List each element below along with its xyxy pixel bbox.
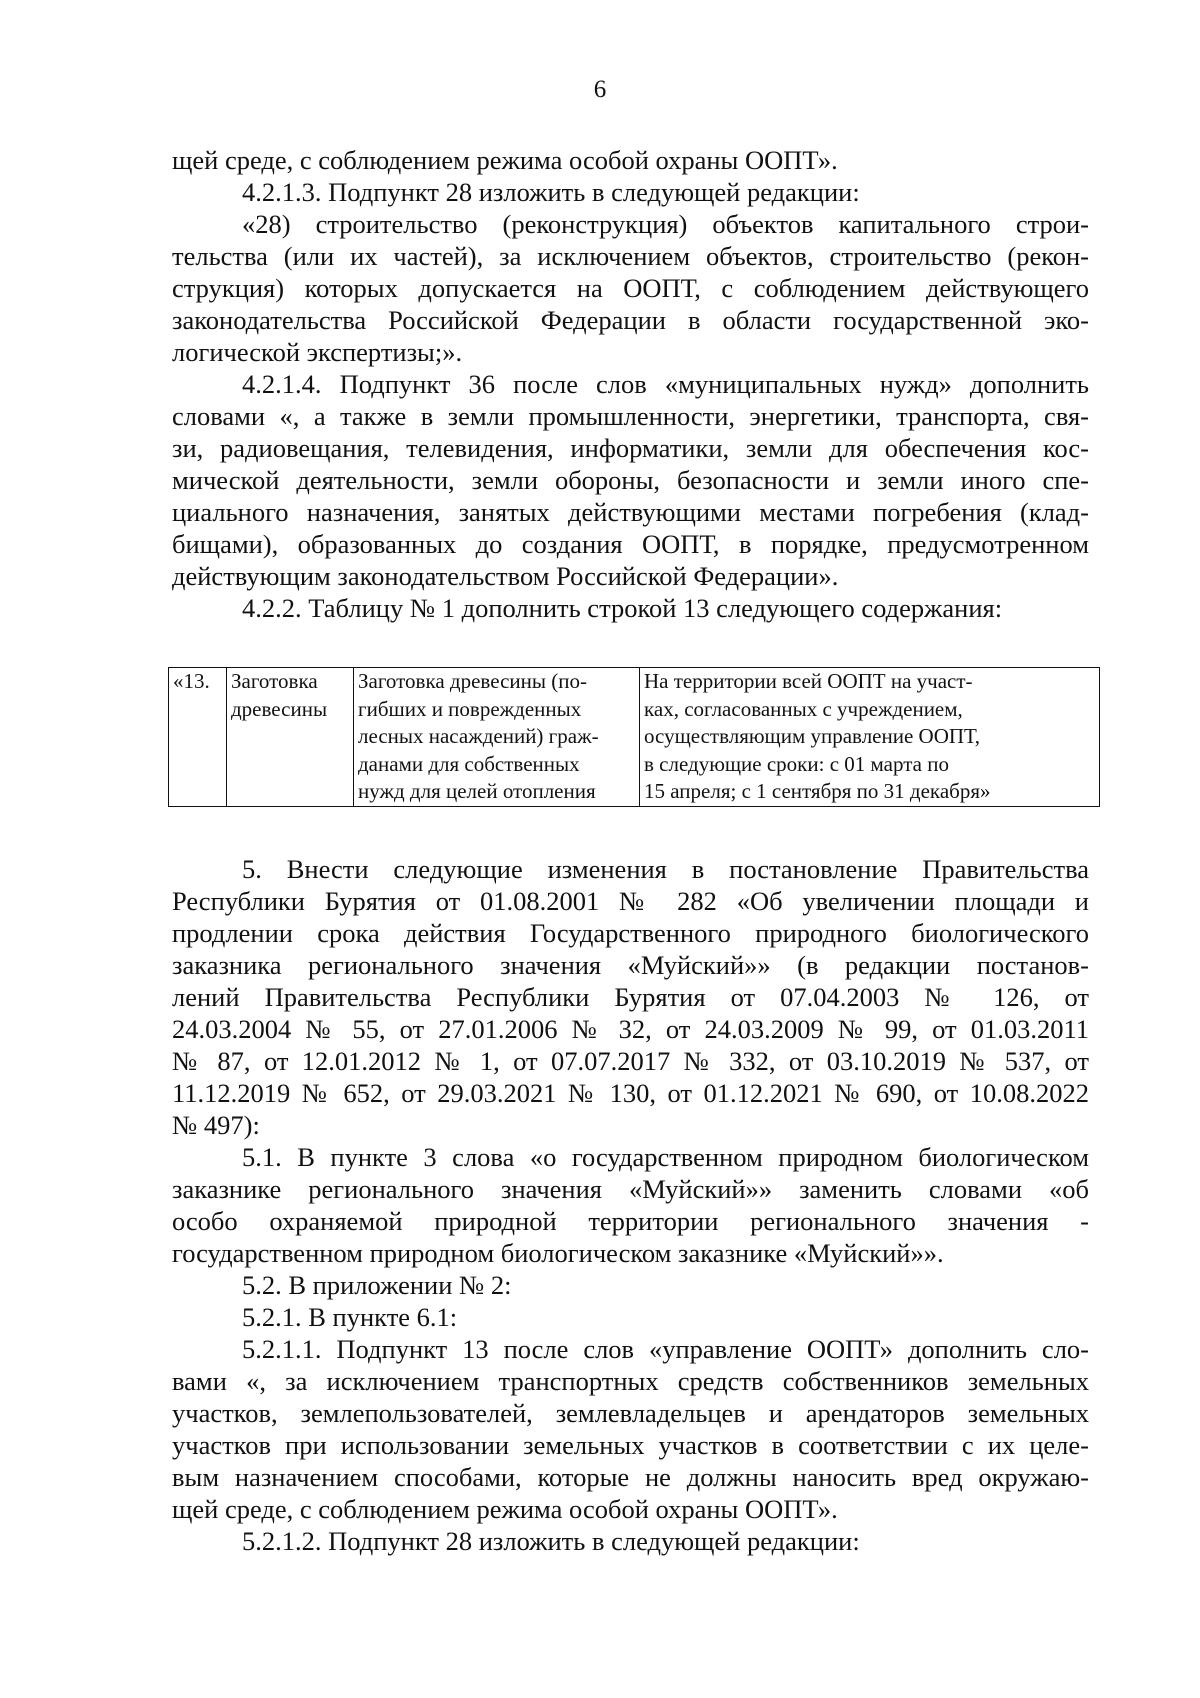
text-line: тельства (или их частей), за исключением объектов, строительство (рекон- bbox=[172, 241, 1089, 271]
text-line: действующим законодательством Российской Федерации». bbox=[172, 561, 839, 591]
text-line: 24.03.2004 № 55, от 27.01.2006 № 32, от 24.03.2009 № 99, от 01.03.2011 bbox=[172, 1014, 1089, 1044]
text-line: мической деятельности, земли обороны, безопасности и земли иного спе- bbox=[172, 465, 1089, 495]
text-line: циального назначения, занятых действующими местами погребения (клад- bbox=[172, 497, 1089, 527]
table-cell-line: нужд для целей отопления bbox=[358, 779, 596, 803]
table-cell-line: гибших и поврежденных bbox=[358, 696, 582, 721]
table-cell-line: осуществляющим управление ООПТ, bbox=[644, 724, 981, 748]
text-line: щей среде, с соблюдением режима особой охраны ООПТ». bbox=[172, 145, 838, 175]
text-line: № 87, от 12.01.2012 № 1, от 07.07.2017 № 332, от 03.10.2019 № 537, от bbox=[172, 1046, 1089, 1076]
table-cell-description bbox=[354, 668, 640, 807]
text-line: продлении срока действия Государственного природного биологического bbox=[172, 918, 1089, 948]
text-line: особо охраняемой природной территории регионального значения - bbox=[172, 1206, 1089, 1236]
text-line: участков, землепользователей, землевладельцев и арендаторов земельных bbox=[172, 1398, 1089, 1428]
text-line: 5.2.1.2. Подпункт 28 изложить в следующей редакции: bbox=[242, 1526, 860, 1556]
text-line: вым назначением способами, которые не должны наносить вред окружаю- bbox=[172, 1462, 1089, 1492]
text-line: 4.2.1.3. Подпункт 28 изложить в следующей редакции: bbox=[242, 177, 860, 207]
table-cell-number bbox=[169, 668, 227, 807]
table-cell-line: «13. bbox=[173, 669, 210, 693]
table-cell-line: Заготовка bbox=[231, 669, 318, 693]
text-line: участков при использовании земельных участков в соответствии с их целе- bbox=[172, 1430, 1089, 1460]
text-line: 4.2.1.4. Подпункт 36 после слов «муниципальных нужд» дополнить bbox=[242, 369, 1089, 399]
page-number: 6 bbox=[593, 76, 607, 103]
table-cell-conditions bbox=[640, 668, 1100, 807]
text-line: словами «, а также в земли промышленности, энергетики, транспорта, свя- bbox=[172, 401, 1089, 431]
table-cell-line: в следующие сроки: с 01 марта по bbox=[644, 751, 949, 776]
text-line: 5.2.1. В пункте 6.1: bbox=[242, 1302, 458, 1332]
text-line: № 497): bbox=[172, 1110, 260, 1140]
table-cell-activity bbox=[227, 668, 354, 807]
text-line: щей среде, с соблюдением режима особой охраны ООПТ». bbox=[172, 1494, 838, 1524]
text-line: 5.2.1.1. Подпункт 13 после слов «управление ООПТ» дополнить сло- bbox=[242, 1334, 1089, 1364]
text-block-bottom bbox=[172, 853, 1089, 1557]
table-row bbox=[169, 668, 1100, 807]
text-line: заказника регионального значения «Муйский»» (в редакции постанов- bbox=[172, 950, 1089, 980]
text-line: лений Правительства Республики Бурятия от 07.04.2003 № 126, от bbox=[172, 982, 1089, 1012]
text-line: государственном природном биологическом заказнике «Муйский»». bbox=[172, 1238, 944, 1268]
text-block-top bbox=[172, 144, 1089, 624]
text-line: Республики Бурятия от 01.08.2001 № 282 «Об увеличении площади и bbox=[172, 886, 1089, 916]
text-line: вами «, за исключением транспортных средств собственников земельных bbox=[172, 1366, 1089, 1396]
table-cell-line: ках, согласованных с учреждением, bbox=[644, 696, 963, 721]
table-cell-line: На территории всей ООПТ на участ- bbox=[644, 669, 973, 693]
text-line: законодательства Российской Федерации в области государственной эко- bbox=[172, 305, 1089, 335]
text-line: «28) строительство (реконструкция) объектов капитального строи- bbox=[242, 209, 1089, 239]
text-line: заказнике регионального значения «Муйский»» заменить словами «об bbox=[172, 1174, 1089, 1204]
text-line: 5. Внести следующие изменения в постановление Правительства bbox=[242, 854, 1089, 884]
table-cell-line: древесины bbox=[231, 696, 328, 721]
text-line: 5.2. В приложении № 2: bbox=[242, 1270, 512, 1300]
inserted-table-row bbox=[168, 667, 1100, 807]
text-line: 5.1. В пункте 3 слова «о государственном природном биологическом bbox=[242, 1142, 1089, 1172]
table-cell-line: 15 апреля; с 1 сентября по 31 декабря» bbox=[644, 779, 991, 803]
table-cell-line: данами для собственных bbox=[358, 751, 580, 776]
text-line: зи, радиовещания, телевидения, информатики, земли для обеспечения кос- bbox=[172, 433, 1089, 463]
text-line: 11.12.2019 № 652, от 29.03.2021 № 130, от 01.12.2021 № 690, от 10.08.2022 bbox=[172, 1078, 1089, 1108]
table-cell-line: Заготовка древесины (по- bbox=[358, 669, 587, 693]
table-cell-line: лесных насаждений) граж- bbox=[358, 724, 599, 748]
text-line: бищами), образованных до создания ООПТ, в порядке, предусмотренном bbox=[172, 529, 1089, 559]
text-line: логической экспертизы;». bbox=[172, 337, 463, 367]
text-line: 4.2.2. Таблицу № 1 дополнить строкой 13 следующего содержания: bbox=[242, 593, 1003, 623]
text-line: струкция) которых допускается на ООПТ, с соблюдением действующего bbox=[172, 273, 1089, 303]
